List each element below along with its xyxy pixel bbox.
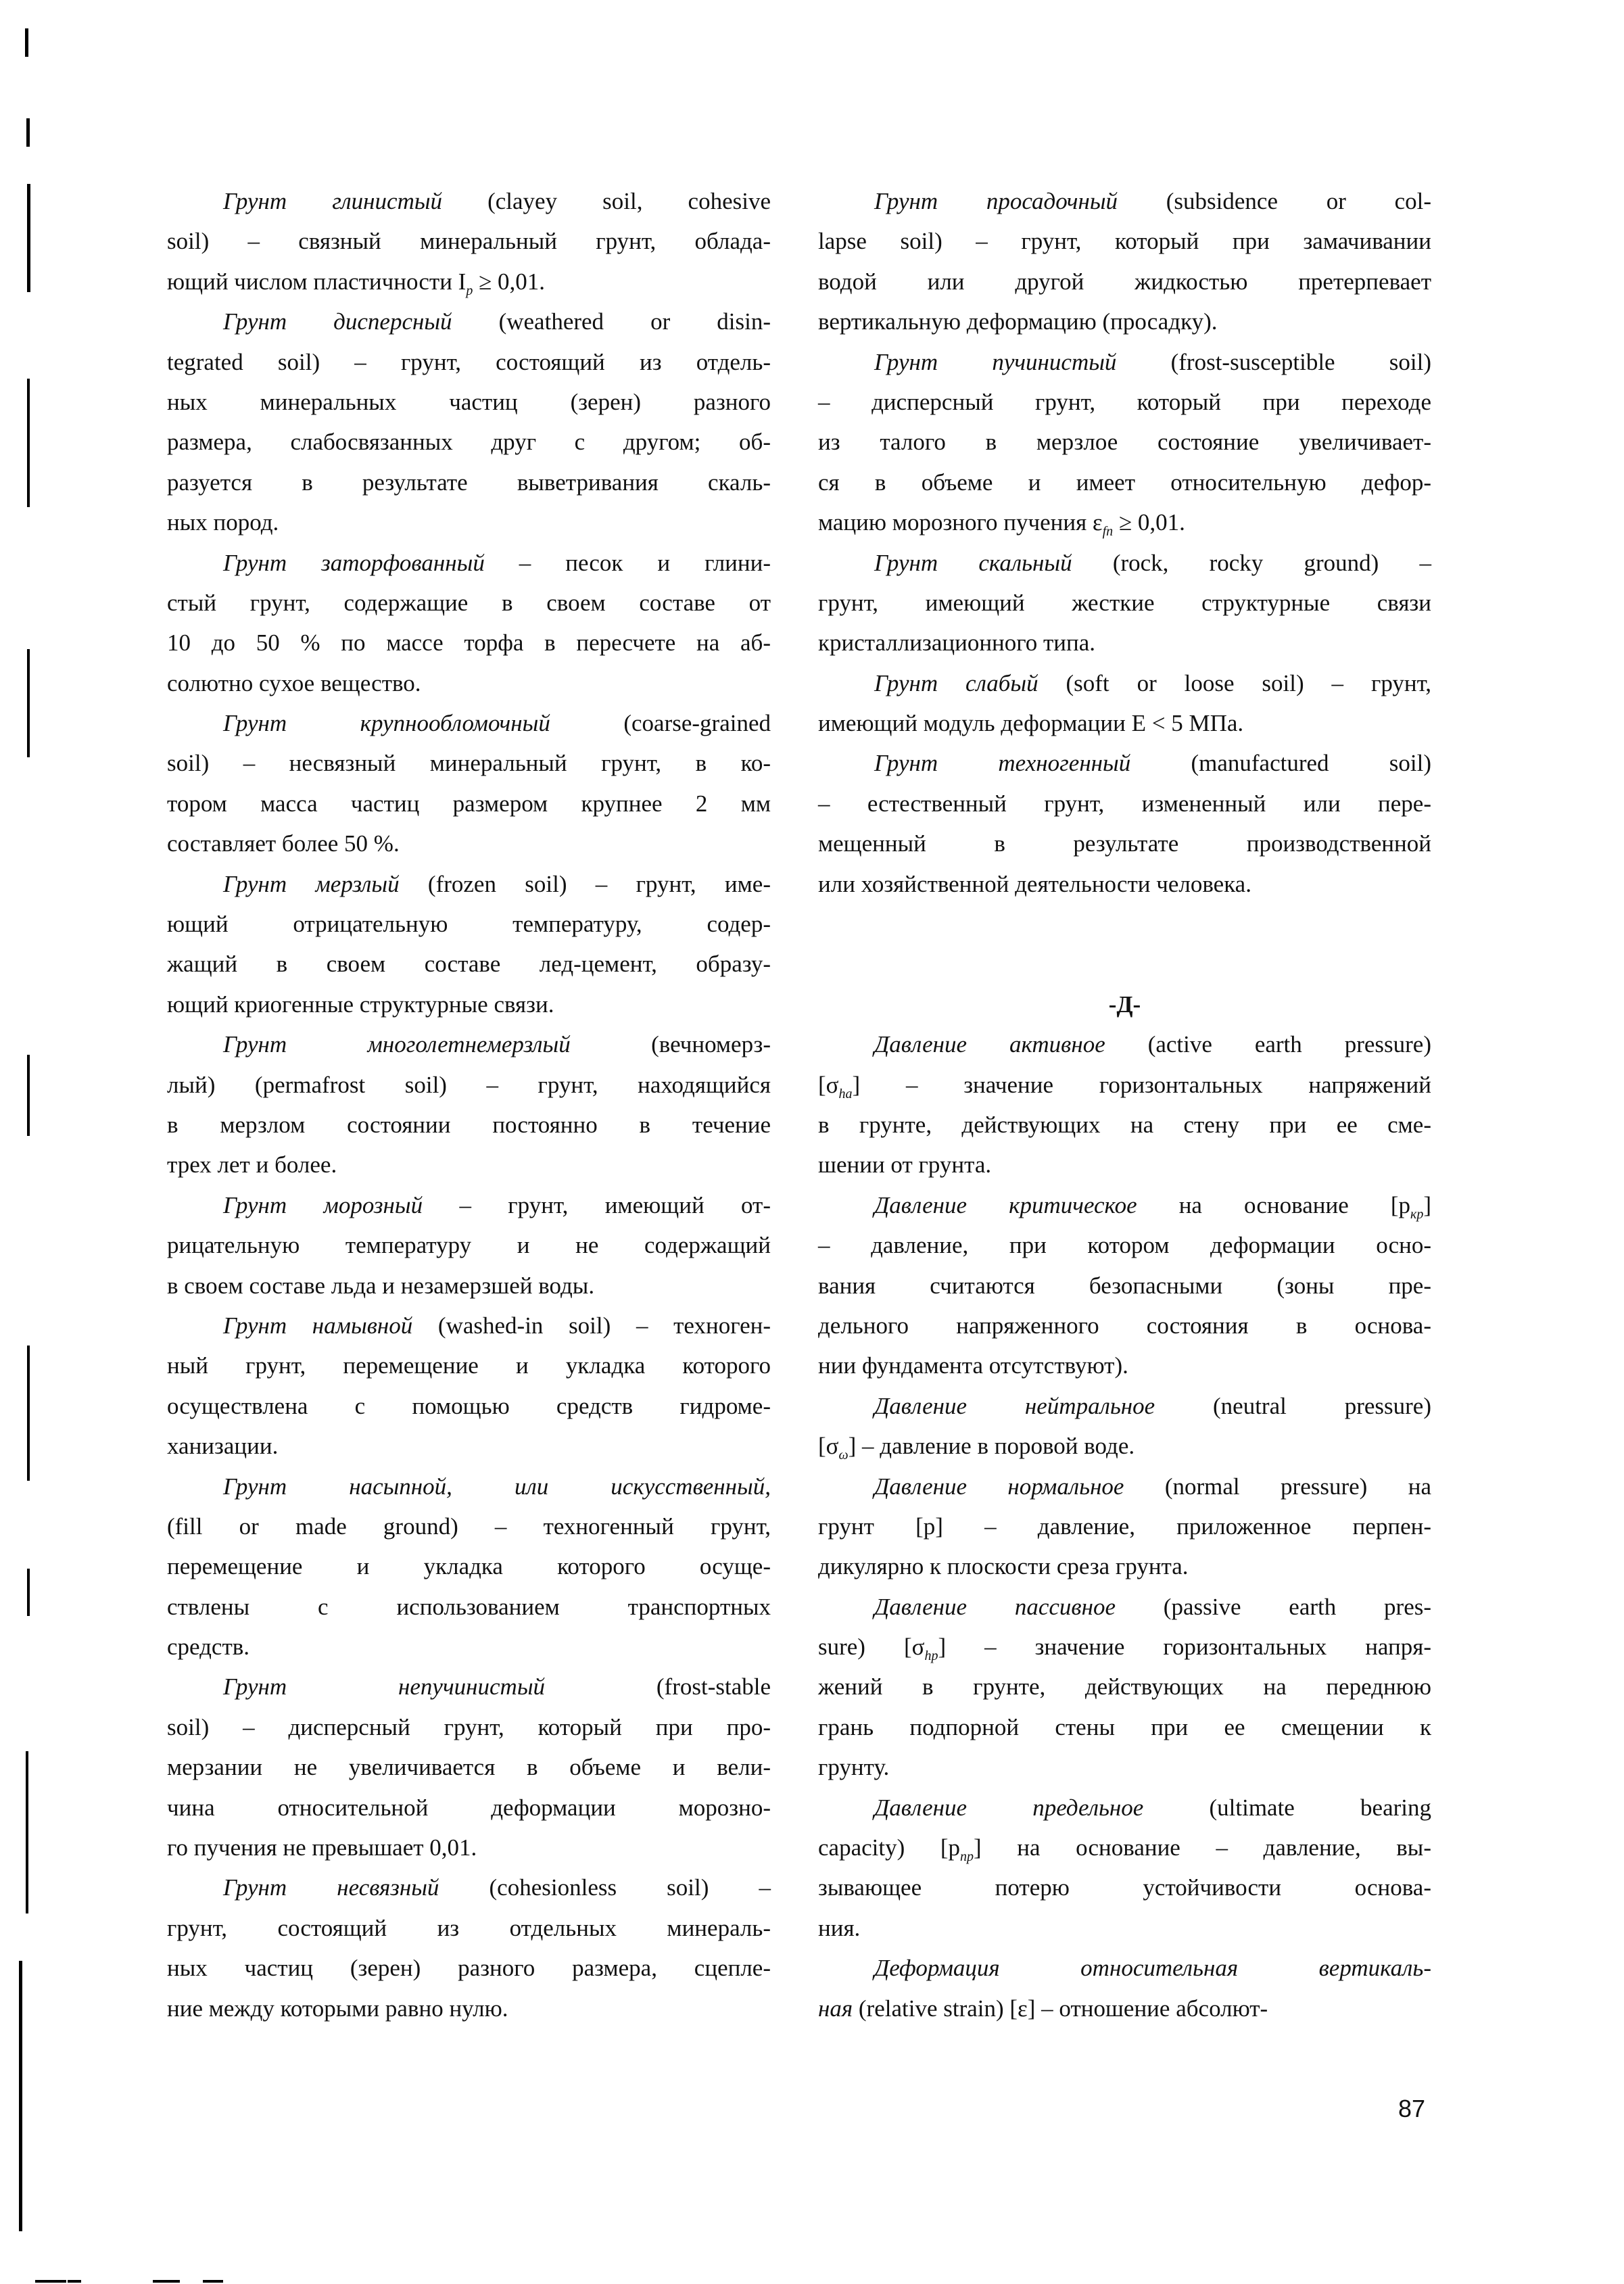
- definition-text: (вечномерз-: [570, 1031, 771, 1058]
- definition-text: (ultimate bearing: [1143, 1794, 1431, 1821]
- entry-line: [167, 1346, 771, 1385]
- definition-text: (frost-stable: [545, 1673, 771, 1700]
- definition-text: (subsidence or col-: [1118, 188, 1432, 214]
- definition-text: ]: [1423, 1191, 1431, 1218]
- entry-line: [818, 824, 1431, 863]
- entry-line: [818, 1266, 1431, 1306]
- definition-text: вертикальную деформацию (просадку).: [818, 308, 1218, 335]
- glossary-term: ная: [818, 1995, 853, 2022]
- definition-text: мерзании не увеличивается в объеме и вели-: [167, 1754, 771, 1781]
- glossary-entry: [167, 302, 771, 542]
- entry-line: [167, 1546, 771, 1586]
- entry-line: [818, 1627, 1431, 1667]
- definition-text: мацию морозного пучения ε: [818, 509, 1103, 536]
- definition-text: рицательную температуру и не содержащий: [167, 1232, 771, 1259]
- entry-line: [167, 1426, 771, 1466]
- entry-line: [167, 382, 771, 422]
- entry-line: [818, 623, 1431, 663]
- glossary-term: Давление активное: [874, 1031, 1105, 1058]
- glossary-term: Грунт непучинистый: [223, 1673, 546, 1700]
- entry-line: [167, 1105, 771, 1145]
- entry-line: [818, 784, 1431, 824]
- definition-text: перемещение и укладка которого осуще-: [167, 1553, 771, 1580]
- definition-text: – грунт, имеющий от-: [423, 1191, 771, 1218]
- definition-text: в мерзлом состоянии постоянно в течение: [167, 1111, 771, 1138]
- definition-text: тором масса частиц размером крупнее 2 мм: [167, 790, 771, 817]
- entry-first-line: [818, 1467, 1431, 1506]
- entry-line: [167, 1627, 771, 1667]
- glossary-entry: [818, 743, 1431, 904]
- definition-text: ствлены с использованием транспортных: [167, 1593, 771, 1620]
- section-spacer: [818, 904, 1431, 944]
- entry-line: [167, 1788, 771, 1828]
- entry-line: [818, 1306, 1431, 1346]
- definition-text: soil) – несвязный минеральный грунт, в ко-: [167, 750, 771, 777]
- entry-line: [167, 1908, 771, 1948]
- scan-edge-mark: [27, 379, 30, 507]
- glossary-entry: [167, 1867, 771, 2028]
- definition-text: ющий числом пластичности I: [167, 268, 467, 295]
- glossary-entry: [818, 1386, 1431, 1467]
- glossary-entry: [818, 1948, 1431, 2028]
- definition-text: (weathered or disin-: [452, 308, 771, 335]
- definition-text: средств.: [167, 1634, 250, 1661]
- entry-first-line: [167, 1467, 771, 1506]
- entry-line: [818, 1426, 1431, 1466]
- entry-line: [818, 422, 1431, 462]
- entry-line: [167, 1145, 771, 1185]
- entry-line: [818, 1747, 1431, 1787]
- glossary-term: Грунт слабый: [874, 669, 1038, 696]
- glossary-term: Грунт техногенный: [874, 750, 1131, 777]
- definition-text: ных минеральных частиц (зерен) разного: [167, 388, 771, 415]
- definition-text: зывающее потерю устойчивости основа-: [818, 1874, 1431, 1901]
- entry-line: [167, 1266, 771, 1306]
- definition-text: – дисперсный грунт, который при переходе: [818, 388, 1431, 415]
- entry-first-line: [818, 543, 1431, 583]
- subscript: ω: [838, 1448, 849, 1463]
- scan-edge-mark: [27, 1569, 30, 1616]
- entry-line: [818, 1145, 1431, 1185]
- definition-text: го пучения не превышает 0,01.: [167, 1834, 477, 1861]
- glossary-entry: [818, 342, 1431, 543]
- definition-text: (frost-susceptible soil): [1116, 348, 1431, 375]
- section-spacer: [818, 944, 1431, 984]
- entry-first-line: [167, 703, 771, 743]
- entry-line: [167, 462, 771, 502]
- definition-text: tegrated soil) – грунт, состоящий из отдель-: [167, 348, 771, 375]
- glossary-entry: [818, 1788, 1431, 1949]
- entry-line: [167, 784, 771, 824]
- definition-text: нии фундамента отсутствуют).: [818, 1352, 1128, 1379]
- entry-line: [167, 904, 771, 944]
- definition-text: (clayey soil, cohesive: [442, 188, 771, 214]
- glossary-entry: [818, 1024, 1431, 1185]
- definition-text: ния.: [818, 1914, 861, 1941]
- glossary-term: Грунт морозный: [223, 1191, 423, 1218]
- definition-text: (manufactured soil): [1130, 750, 1431, 777]
- glossary-entry: [818, 181, 1431, 342]
- entry-first-line: [818, 663, 1431, 703]
- glossary-entry: [818, 543, 1431, 663]
- entry-line: [167, 743, 771, 783]
- definition-text: ] на основание – давление, вы-: [974, 1834, 1431, 1861]
- definition-text: (fill or made ground) – техногенный грунт,: [167, 1513, 771, 1540]
- definition-text: (passive earth pres-: [1116, 1593, 1432, 1620]
- glossary-term: Грунт мерзлый: [223, 870, 400, 897]
- glossary-entry: [167, 1667, 771, 1867]
- glossary-entry: [167, 1024, 771, 1185]
- entry-line: [818, 302, 1431, 341]
- definition-text: (rock, rocky ground) –: [1072, 549, 1431, 576]
- glossary-term: Грунт глинистый: [223, 188, 443, 214]
- entry-line: [167, 1948, 771, 1988]
- definition-text: из талого в мерзлое состояние увеличивает-: [818, 429, 1431, 456]
- definition-text: разуется в результате выветривания скаль-: [167, 469, 771, 496]
- glossary-term: Грунт многолетнемерзлый: [223, 1031, 571, 1058]
- definition-text: грунт, имеющий жесткие структурные связи: [818, 589, 1431, 616]
- scan-bottom-line: [153, 2280, 180, 2283]
- definition-text: ных пород.: [167, 509, 279, 536]
- entry-line: [818, 1506, 1431, 1546]
- definition-text: водой или другой жидкостью претерпевает: [818, 268, 1431, 295]
- definition-text: – естественный грунт, измененный или пере-: [818, 790, 1431, 817]
- definition-text: ющий отрицательную температуру, содер-: [167, 911, 771, 938]
- definition-text: [σ: [818, 1433, 839, 1460]
- scan-bottom-line: [35, 2280, 66, 2283]
- scan-edge-mark: [27, 649, 30, 757]
- entry-line: [818, 1346, 1431, 1385]
- definition-text: (active earth pressure): [1105, 1031, 1431, 1058]
- scan-edge-mark: [19, 1961, 22, 2231]
- definition-text: кристаллизационного типа.: [818, 629, 1096, 657]
- entry-first-line: [167, 1185, 771, 1225]
- entry-line: [818, 1828, 1431, 1867]
- entry-line: [167, 221, 771, 261]
- entry-line: [818, 1707, 1431, 1747]
- entry-first-line: [818, 181, 1431, 221]
- definition-text: (frozen soil) – грунт, име-: [399, 870, 771, 897]
- definition-text: лый) (permafrost soil) – грунт, находящийся: [167, 1071, 771, 1098]
- entry-first-line: [818, 1024, 1431, 1064]
- section-letter-heading: -Д-: [1108, 991, 1141, 1018]
- glossary-term: Грунт заторфованный: [223, 549, 485, 576]
- right-column: [818, 181, 1431, 2028]
- glossary-entry: [818, 1467, 1431, 1587]
- subscript: пр: [960, 1849, 974, 1865]
- glossary-term: Грунт дисперсный: [223, 308, 452, 335]
- entry-first-line: [818, 1948, 1431, 1988]
- entry-line: [818, 262, 1431, 302]
- entry-first-line: [818, 1386, 1431, 1426]
- definition-text: lapse soil) – грунт, который при замачивании: [818, 228, 1431, 255]
- definition-text: ≥ 0,01.: [1113, 509, 1185, 536]
- glossary-entry: [167, 864, 771, 1025]
- glossary-entry: [167, 1467, 771, 1667]
- definition-text: ] – значение горизонтальных напряжений: [852, 1071, 1431, 1098]
- entry-line: [167, 262, 771, 302]
- definition-text: ся в объеме и имеет относительную дефор-: [818, 469, 1431, 496]
- glossary-entry: [167, 703, 771, 864]
- scan-edge-mark: [26, 1751, 28, 1913]
- entry-line: [167, 1989, 771, 2028]
- entry-first-line: [818, 342, 1431, 382]
- definition-text: осуществлена с помощью средств гидроме-: [167, 1392, 771, 1419]
- definition-text: sure) [σ: [818, 1634, 925, 1661]
- entry-first-line: [167, 1867, 771, 1907]
- glossary-term: Грунт просадочный: [874, 188, 1118, 214]
- definition-text: грунт, состоящий из отдельных минераль-: [167, 1914, 771, 1941]
- entry-line: [167, 1587, 771, 1627]
- scan-edge-mark: [25, 28, 28, 57]
- entry-line: [818, 1546, 1431, 1586]
- definition-text: шении от грунта.: [818, 1151, 992, 1179]
- definition-text: на основание [p: [1137, 1191, 1410, 1218]
- definition-text: дикулярно к плоскости среза грунта.: [818, 1553, 1189, 1580]
- entry-line: [818, 382, 1431, 422]
- glossary-entry: [167, 1185, 771, 1306]
- glossary-term: Грунт намывной: [223, 1312, 413, 1339]
- definition-text: (soft or loose soil) – грунт,: [1038, 669, 1431, 696]
- entry-line: [818, 1225, 1431, 1265]
- definition-text: ние между которыми равно нулю.: [167, 1995, 508, 2022]
- entry-line: [818, 502, 1431, 542]
- glossary-term: Давление нейтральное: [874, 1392, 1155, 1419]
- definition-text: имеющий модуль деформации E < 5 МПа.: [818, 710, 1244, 737]
- definition-text: солютно сухое вещество.: [167, 669, 421, 696]
- entry-first-line: [167, 1306, 771, 1346]
- definition-text: ющий криогенные структурные связи.: [167, 991, 554, 1018]
- scan-bottom-line: [68, 2280, 81, 2283]
- subscript: hp: [924, 1648, 938, 1664]
- entry-first-line: [167, 864, 771, 904]
- entry-line: [167, 502, 771, 542]
- entry-line: [818, 864, 1431, 904]
- definition-text: грань подпорной стены при ее смещении к: [818, 1713, 1431, 1740]
- entry-first-line: [818, 743, 1431, 783]
- glossary-term: Грунт крупнообломочный: [223, 710, 550, 737]
- definition-text: (cohesionless soil) –: [439, 1874, 771, 1901]
- entry-line: [167, 623, 771, 663]
- glossary-entry: [167, 181, 771, 302]
- definition-text: жащий в своем составе лед-цемент, образу-: [167, 951, 771, 978]
- definition-text: в грунте, действующих на стену при ее сме-: [818, 1111, 1431, 1138]
- entry-line: [167, 1828, 771, 1867]
- subscript: ha: [838, 1086, 853, 1101]
- scan-edge-mark: [27, 184, 30, 292]
- definition-text: capacity) [p: [818, 1834, 960, 1861]
- definition-text: жений в грунте, действующих на переднюю: [818, 1673, 1431, 1700]
- scan-bottom-line: [203, 2280, 223, 2283]
- entry-line: [818, 703, 1431, 743]
- glossary-entry: [818, 663, 1431, 744]
- definition-text: трех лет и более.: [167, 1151, 337, 1179]
- entry-line: [167, 1225, 771, 1265]
- entry-line: [167, 1386, 771, 1426]
- entry-first-line: [167, 543, 771, 583]
- entry-line: [818, 462, 1431, 502]
- definition-text: мещенный в результате производственной: [818, 830, 1431, 857]
- glossary-term: Деформация относительная вертикаль-: [874, 1955, 1431, 1982]
- entry-first-line: [167, 1667, 771, 1707]
- entry-first-line: [818, 1788, 1431, 1828]
- definition-text: ] – давление в поровой воде.: [848, 1433, 1135, 1460]
- definition-text: ный грунт, перемещение и укладка которого: [167, 1352, 771, 1379]
- entry-line: [818, 1105, 1431, 1145]
- entry-line: [167, 944, 771, 984]
- definition-text: – давление, при котором деформации осно-: [818, 1232, 1431, 1259]
- glossary-entry: [818, 1185, 1431, 1386]
- subscript: кр: [1410, 1206, 1424, 1222]
- entry-first-line: [167, 181, 771, 221]
- definition-text: ных частиц (зерен) разного размера, сцепле-: [167, 1955, 771, 1982]
- scan-edge-mark: [26, 118, 30, 147]
- entry-line: [167, 1065, 771, 1105]
- entry-line: [167, 583, 771, 623]
- definition-text: soil) – связный минеральный грунт, облада-: [167, 228, 771, 255]
- entry-line: [167, 342, 771, 382]
- definition-text: ≥ 0,01.: [473, 268, 546, 295]
- entry-line: [167, 663, 771, 703]
- entry-line: [818, 1989, 1431, 2028]
- entry-line: [167, 1506, 771, 1546]
- definition-text: или хозяйственной деятельности человека.: [818, 870, 1251, 897]
- definition-text: [σ: [818, 1071, 839, 1098]
- entry-line: [818, 221, 1431, 261]
- definition-text: (neutral pressure): [1155, 1392, 1431, 1419]
- glossary-term: Грунт пучинистый: [874, 348, 1117, 375]
- glossary-entry: [167, 1306, 771, 1467]
- entry-line: [818, 1065, 1431, 1105]
- definition-text: (coarse-grained: [550, 710, 771, 737]
- entry-first-line: [818, 1185, 1431, 1225]
- definition-text: ] – значение горизонтальных напря-: [938, 1634, 1431, 1661]
- definition-text: в своем составе льда и незамерзшей воды.: [167, 1272, 595, 1299]
- entry-line: [818, 1667, 1431, 1707]
- glossary-term: Грунт несвязный: [223, 1874, 439, 1901]
- definition-text: составляет более 50 %.: [167, 830, 400, 857]
- definition-text: стый грунт, содержащие в своем составе от: [167, 589, 771, 616]
- subscript: p: [466, 283, 473, 298]
- definition-text: (washed-in soil) – техноген-: [412, 1312, 771, 1339]
- glossary-term: Давление предельное: [874, 1794, 1144, 1821]
- entry-line: [167, 1707, 771, 1747]
- entry-line: [167, 1747, 771, 1787]
- left-column: [167, 181, 771, 2028]
- entry-line: [818, 583, 1431, 623]
- glossary-term: Грунт насыпной, или искусственный,: [223, 1473, 771, 1500]
- definition-text: размера, слабосвязанных друг с другом; об-: [167, 429, 771, 456]
- glossary-term: Давление пассивное: [874, 1593, 1116, 1620]
- definition-text: (normal pressure) на: [1124, 1473, 1431, 1500]
- definition-text: вания считаются безопасными (зоны пре-: [818, 1272, 1431, 1299]
- subscript: fn: [1102, 524, 1114, 540]
- entry-first-line: [167, 302, 771, 341]
- definition-text: – песок и глини-: [484, 549, 771, 576]
- definition-text: soil) – дисперсный грунт, который при про-: [167, 1713, 771, 1740]
- entry-first-line: [818, 1587, 1431, 1627]
- glossary-term: Давление нормальное: [874, 1473, 1124, 1500]
- glossary-entry: [818, 1587, 1431, 1788]
- entry-line: [167, 984, 771, 1024]
- entry-line: [167, 824, 771, 863]
- page-number: 87: [1398, 2095, 1426, 2122]
- definition-text: дельного напряженного состояния в основа-: [818, 1312, 1431, 1339]
- entry-line: [818, 1908, 1431, 1948]
- scan-edge-mark: [27, 1346, 30, 1481]
- definition-text: ханизации.: [167, 1433, 279, 1460]
- scan-edge-mark: [27, 1055, 30, 1136]
- definition-text: 10 до 50 % по массе торфа в пересчете на аб-: [167, 629, 771, 657]
- glossary-term: Давление критическое: [874, 1191, 1137, 1218]
- definition-text: (relative strain) [ε] – отношение абсолют-: [853, 1995, 1268, 2022]
- definition-text: грунту.: [818, 1754, 890, 1781]
- definition-text: чина относительной деформации морозно-: [167, 1794, 771, 1821]
- glossary-entry: [167, 543, 771, 704]
- entry-line: [818, 1867, 1431, 1907]
- entry-first-line: [167, 1024, 771, 1064]
- entry-line: [167, 422, 771, 462]
- glossary-term: Грунт скальный: [874, 549, 1072, 576]
- definition-text: грунт [p] – давление, приложенное перпен-: [818, 1513, 1431, 1540]
